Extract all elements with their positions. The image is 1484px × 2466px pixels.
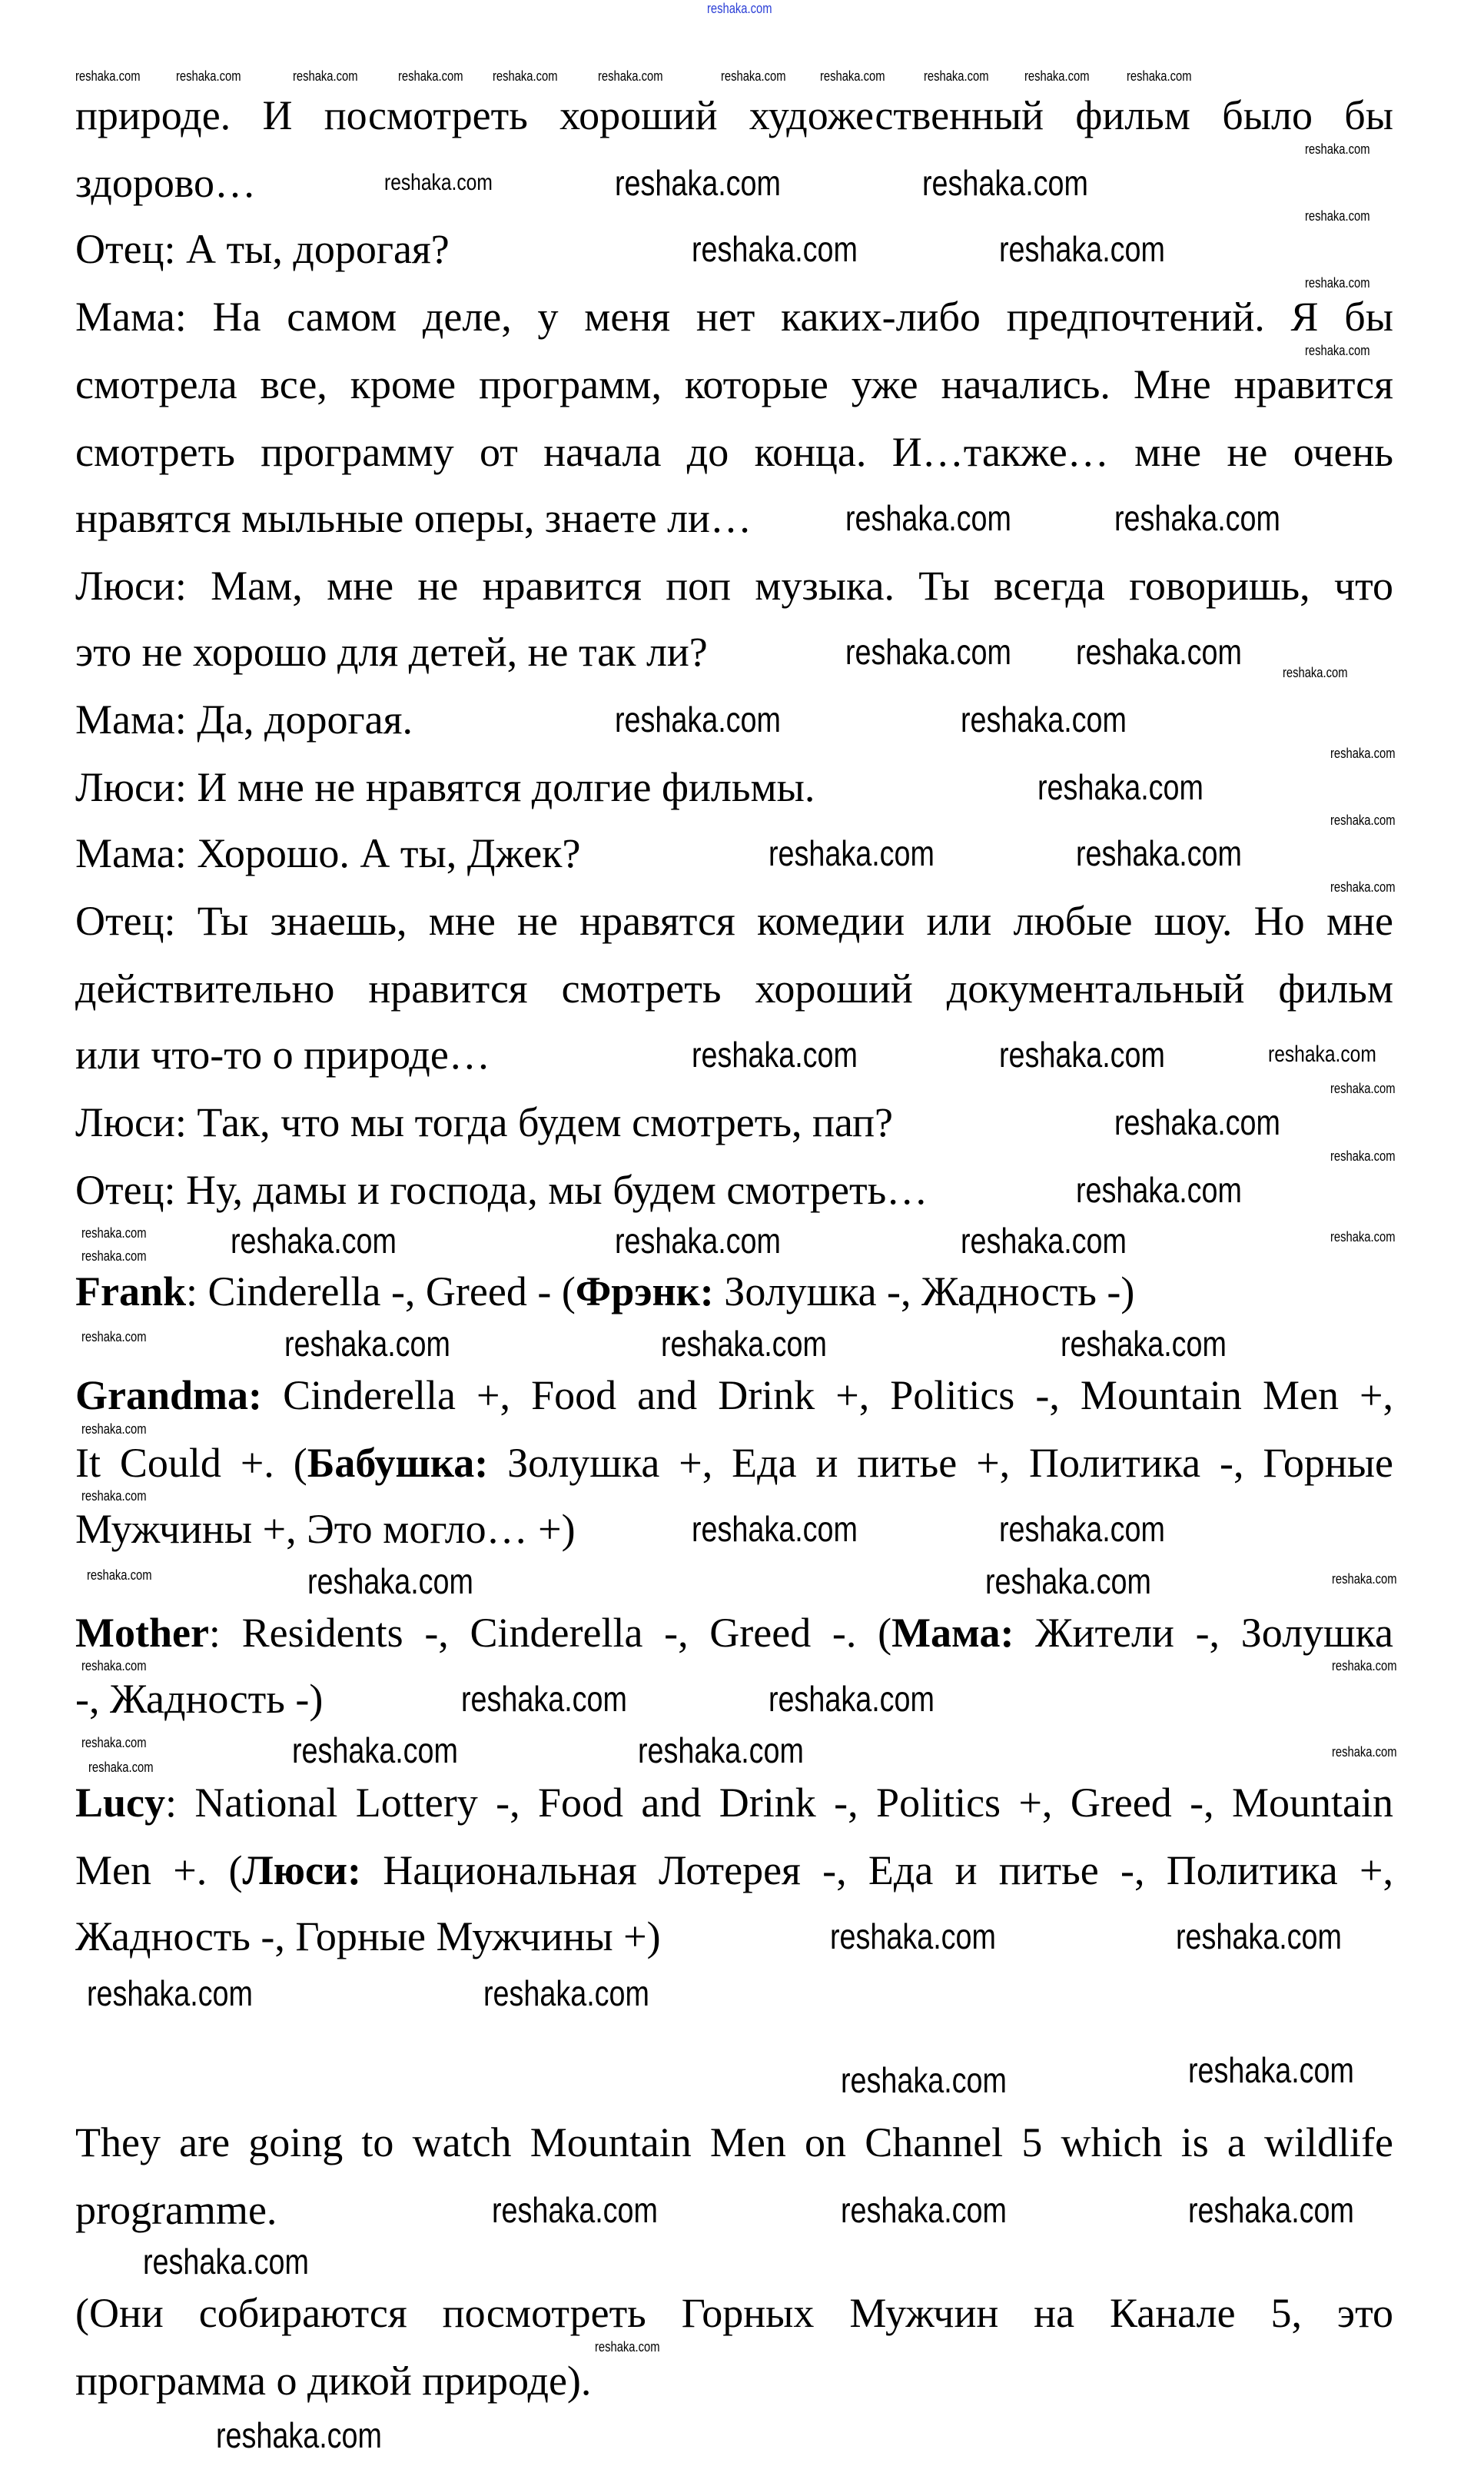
- watermark: reshaka.com: [845, 498, 1011, 538]
- text-line: [75, 291, 1393, 342]
- text-line: [75, 1370, 1393, 1421]
- watermark: reshaka.com: [1330, 813, 1396, 828]
- text-line: [75, 1437, 1393, 1488]
- text-line: [75, 1165, 928, 1215]
- speaker-label: Мама:: [891, 1610, 1014, 1656]
- watermark: reshaka.com: [661, 1324, 827, 1364]
- watermark: reshaka.com: [492, 2190, 658, 2230]
- watermark: reshaka.com: [692, 229, 858, 269]
- watermark: reshaka.com: [1114, 1102, 1280, 1142]
- text-segment: Cinderella +, Food and Drink +, Politics -, Mountain Men +,: [262, 1372, 1393, 1418]
- watermark: reshaka.com: [1332, 1571, 1397, 1587]
- watermark: reshaka.com: [81, 1658, 147, 1673]
- text-line: [75, 224, 450, 274]
- text-segment: programme.: [75, 2187, 277, 2233]
- text-line: [75, 90, 1393, 141]
- watermark: reshaka.com: [87, 1973, 253, 2013]
- watermark: reshaka.com: [1330, 746, 1396, 761]
- watermark: reshaka.com: [1188, 2190, 1354, 2230]
- text-segment: Национальная Лотерея -, Еда и питье -, Политика +,: [361, 1847, 1393, 1893]
- text-segment: Жители -, Золушка: [1014, 1610, 1393, 1656]
- text-line: [75, 493, 752, 543]
- text-line: [75, 1673, 323, 1724]
- text-segment: : National Lottery -, Food and Drink -, Politics +, Greed -, Mountain: [165, 1780, 1393, 1826]
- speaker-label: Люси:: [242, 1847, 362, 1893]
- watermark: reshaka.com: [81, 1735, 147, 1750]
- text-line: [75, 2185, 277, 2235]
- text-segment: It Could +. (: [75, 1440, 307, 1486]
- text-line: [75, 626, 708, 677]
- watermark: reshaka.com: [493, 68, 558, 84]
- text-line: [75, 2117, 1393, 2168]
- text-segment: это не хорошо для детей, не так ли?: [75, 629, 708, 675]
- text-line: [75, 560, 1393, 611]
- watermark: reshaka.com: [1061, 1324, 1227, 1364]
- text-line: [75, 694, 413, 745]
- watermark: reshaka.com: [483, 1973, 649, 2013]
- watermark: reshaka.com: [1127, 68, 1192, 84]
- text-line: [75, 963, 1393, 1014]
- speaker-label: Mother: [75, 1610, 209, 1656]
- text-segment: смотрела все, кроме программ, которые уже начались. Мне нравится: [75, 361, 1393, 407]
- watermark: reshaka.com: [961, 700, 1127, 739]
- watermark: reshaka.com: [231, 1221, 397, 1261]
- text-segment: Отец: Ты знаешь, мне не нравятся комедии или любые шоу. Но мне: [75, 898, 1393, 944]
- watermark: reshaka.com: [1076, 1170, 1242, 1210]
- text-line: [75, 1097, 893, 1148]
- watermark: reshaka.com: [692, 1035, 858, 1075]
- text-line: [75, 1504, 576, 1554]
- watermark: reshaka.com: [461, 1679, 627, 1719]
- text-segment: Люси: Так, что мы тогда будем смотреть, пап?: [75, 1099, 893, 1145]
- watermark: reshaka.com: [999, 1509, 1165, 1549]
- text-segment: Люси: Мам, мне не нравится поп музыка. Ты всегда говоришь, что: [75, 563, 1393, 609]
- watermark: reshaka.com: [1114, 498, 1280, 538]
- text-line: [75, 359, 1393, 410]
- watermark: reshaka.com: [1188, 2050, 1354, 2090]
- watermark: reshaka.com: [845, 632, 1011, 672]
- watermark: reshaka.com: [284, 1324, 450, 1364]
- text-line: [75, 1266, 1134, 1317]
- watermark: reshaka.com: [293, 68, 358, 84]
- watermark: reshaka.com: [615, 700, 781, 739]
- watermark: reshaka.com: [88, 1760, 154, 1775]
- watermark: reshaka.com: [384, 170, 493, 195]
- text-segment: Жадность -, Горные Мужчины +): [75, 1913, 661, 1959]
- speaker-label: Lucy: [75, 1780, 166, 1826]
- watermark: reshaka.com: [615, 1221, 781, 1261]
- watermark: reshaka.com: [1176, 1916, 1342, 1956]
- watermark: reshaka.com: [1330, 1081, 1396, 1096]
- text-segment: Мужчины +, Это могло… +): [75, 1506, 576, 1552]
- watermark: reshaka.com: [398, 68, 463, 84]
- text-segment: или что-то о природе…: [75, 1032, 490, 1078]
- watermark: reshaka.com: [81, 1225, 147, 1241]
- watermark: reshaka.com: [841, 2060, 1007, 2100]
- watermark: reshaka.com: [1037, 767, 1203, 807]
- watermark: reshaka.com: [81, 1488, 147, 1504]
- text-line: [75, 828, 580, 879]
- text-line: [75, 1029, 490, 1080]
- text-segment: Men +. (: [75, 1847, 243, 1893]
- text-segment: Золушка +, Еда и питье +, Политика -, Горные: [488, 1440, 1393, 1486]
- text-line: [75, 1777, 1393, 1828]
- text-segment: : Cinderella -, Greed - (: [186, 1268, 576, 1314]
- watermark: reshaka.com: [1305, 343, 1370, 358]
- watermark: reshaka.com: [707, 1, 772, 16]
- watermark: reshaka.com: [615, 163, 781, 203]
- watermark: reshaka.com: [307, 1561, 473, 1601]
- watermark: reshaka.com: [820, 68, 885, 84]
- text-segment: действительно нравится смотреть хороший документальный фильм: [75, 965, 1393, 1012]
- watermark: reshaka.com: [961, 1221, 1127, 1261]
- text-line: [75, 896, 1393, 946]
- text-line: [75, 762, 815, 813]
- text-segment: Мама: Да, дорогая.: [75, 696, 413, 743]
- watermark: reshaka.com: [1330, 879, 1396, 895]
- watermark: reshaka.com: [1268, 1042, 1376, 1067]
- text-segment: природе. И посмотреть хороший художественный фильм было бы: [75, 92, 1393, 138]
- text-segment: They are going to watch Mountain Men on Channel 5 which is a wildlife: [75, 2119, 1393, 2165]
- watermark: reshaka.com: [841, 2190, 1007, 2230]
- watermark: reshaka.com: [1305, 141, 1370, 157]
- watermark: reshaka.com: [75, 68, 141, 84]
- text-segment: программа о дикой природе).: [75, 2358, 592, 2404]
- watermark: reshaka.com: [769, 1679, 935, 1719]
- text-segment: -, Жадность -): [75, 1676, 324, 1722]
- watermark: reshaka.com: [176, 68, 241, 84]
- watermark: reshaka.com: [1332, 1658, 1397, 1673]
- watermark: reshaka.com: [1305, 208, 1370, 224]
- watermark: reshaka.com: [81, 1421, 147, 1437]
- watermark: reshaka.com: [81, 1329, 147, 1344]
- text-segment: Люси: И мне не нравятся долгие фильмы.: [75, 764, 815, 810]
- watermark: reshaka.com: [595, 2339, 660, 2355]
- speaker-label: Grandma:: [75, 1372, 262, 1418]
- watermark: reshaka.com: [143, 2242, 309, 2282]
- text-line: [75, 1911, 661, 1962]
- watermark: reshaka.com: [1076, 833, 1242, 873]
- watermark: reshaka.com: [1024, 68, 1090, 84]
- text-segment: : Residents -, Cinderella -, Greed -. (: [208, 1610, 892, 1656]
- watermark: reshaka.com: [1330, 1148, 1396, 1164]
- watermark: reshaka.com: [638, 1730, 804, 1770]
- watermark: reshaka.com: [1076, 632, 1242, 672]
- watermark: reshaka.com: [1283, 665, 1348, 680]
- watermark: reshaka.com: [769, 833, 935, 873]
- watermark: reshaka.com: [985, 1561, 1151, 1601]
- speaker-label: Фрэнк:: [575, 1268, 714, 1314]
- text-line: [75, 427, 1393, 477]
- watermark: reshaka.com: [830, 1916, 996, 1956]
- text-segment: Мама: На самом деле, у меня нет каких-либо предпочтений. Я бы: [75, 294, 1393, 340]
- watermark: reshaka.com: [216, 2415, 382, 2455]
- speaker-label: Бабушка:: [307, 1440, 489, 1486]
- text-segment: (Они собираются посмотреть Горных Мужчин на Канале 5, это: [75, 2290, 1393, 2336]
- watermark: reshaka.com: [1305, 275, 1370, 291]
- text-line: [75, 2355, 591, 2406]
- text-segment: Золушка -, Жадность -): [713, 1268, 1135, 1314]
- watermark: reshaka.com: [87, 1567, 152, 1583]
- text-segment: нравятся мыльные оперы, знаете ли…: [75, 495, 752, 541]
- watermark: reshaka.com: [1332, 1744, 1397, 1760]
- watermark: reshaka.com: [922, 163, 1088, 203]
- text-segment: смотреть программу от начала до конца. И…также… мне не очень: [75, 429, 1393, 475]
- watermark: reshaka.com: [924, 68, 989, 84]
- text-line: [75, 1845, 1393, 1896]
- text-line: [75, 158, 256, 208]
- watermark: reshaka.com: [1330, 1229, 1396, 1245]
- text-line: [75, 2288, 1393, 2338]
- watermark: reshaka.com: [999, 1035, 1165, 1075]
- watermark: reshaka.com: [292, 1730, 458, 1770]
- text-segment: Отец: А ты, дорогая?: [75, 226, 450, 272]
- speaker-label: Frank: [75, 1268, 187, 1314]
- watermark: reshaka.com: [692, 1509, 858, 1549]
- watermark: reshaka.com: [999, 229, 1165, 269]
- text-line: [75, 1607, 1393, 1658]
- watermark: reshaka.com: [598, 68, 663, 84]
- watermark: reshaka.com: [721, 68, 786, 84]
- watermark: reshaka.com: [81, 1248, 147, 1264]
- text-segment: здорово…: [75, 160, 256, 206]
- text-segment: Мама: Хорошо. А ты, Джек?: [75, 830, 581, 876]
- text-segment: Отец: Ну, дамы и господа, мы будем смотреть…: [75, 1167, 928, 1213]
